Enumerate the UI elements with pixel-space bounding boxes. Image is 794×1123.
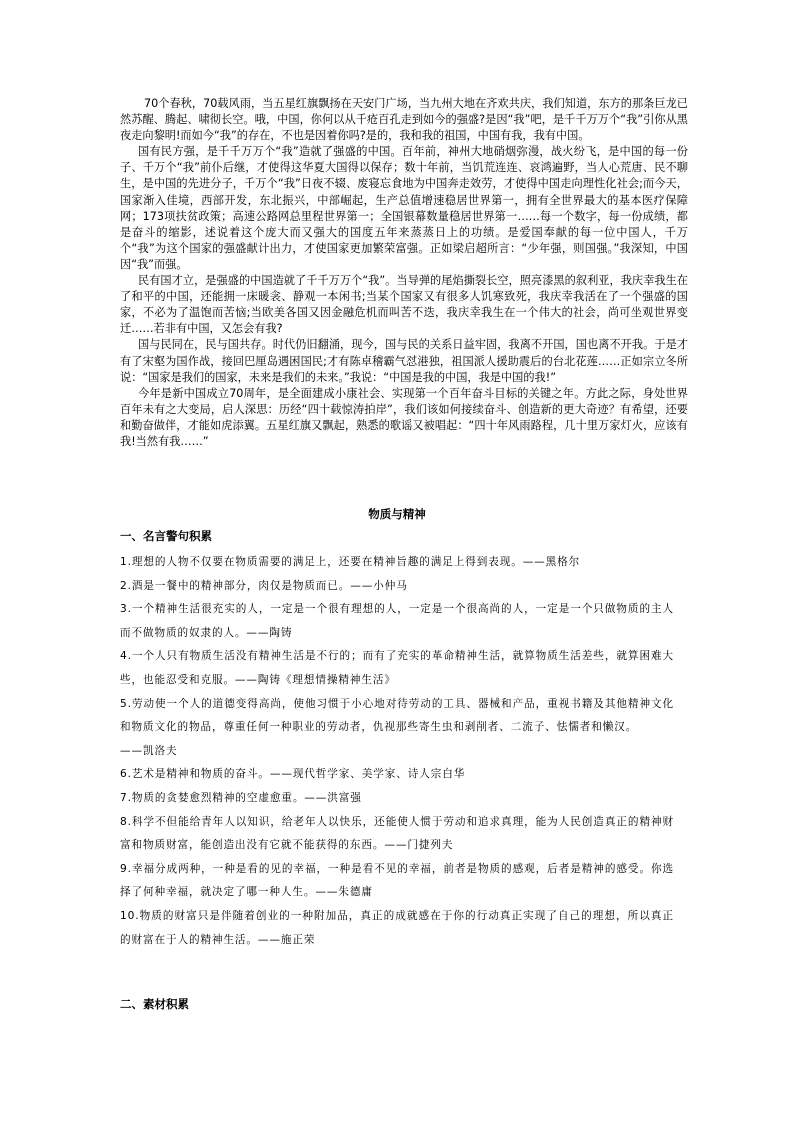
quote-item: 5.劳动使一个人的道德变得高尚，使他习惯于小心地对待劳动的工具、器械和产品，重视书籍及其他精神文化和物质文化的物品，尊重任何一种职业的劳动者，仇视那些寄生虫和剥削者、二流子、怯懦者和懒汉。 (120, 697, 674, 734)
quote-item: 4.一个人只有物质生活没有精神生活是不行的；而有了充实的革命精神生活，就算物质生活差些，就算困难大些，也能忍受和克服。——陶铸《理想情操精神生活》 (120, 650, 674, 686)
essay-paragraph: 国有民方强，是千千万万个“我”造就了强盛的中国。百年前，神州大地硝烟弥漫，战火纷飞，是中国的每一份子、千万个“我”前仆后继，才使得这华夏大国得以保存；数十年前，当饥荒连连、哀鸿遍野，当人心荒唐、民不聊生，是中国的先进分子，千万个“我”日夜不辍、废寝忘食地为中国奔走效劳，才使得中国走向理性化社会;而今天，国家渐入佳境，西部开发，东北振兴，中部崛起，生产总值增速稳居世界第一，拥有全世界最大的基本医疗保障网；173项扶贫政策；高速公路网总里程世界第一；全国银幕数量稳居世界第一……每一个数字，每一份成绩，都是奋斗的缩影，述说着这个庞大而又强大的国度五年来蒸蒸日上的功绩。是爱国奉献的每一位中国人，千万个“我”为这个国家的强盛献计出力，才使国家更加繁荣富强。正如梁启超所言：“少年强，则国强。”我深知，中国因“我”而强。 (120, 145, 688, 271)
essay-text (120, 96, 688, 450)
quote-item: 9.幸福分成两种，一种是看的见的幸福，一种是看不见的幸福，前者是物质的感观，后者是精神的感受。你选择了何种幸福，就决定了哪一种人生。——朱德庸 (120, 862, 674, 899)
quote-item: 8.科学不但能给青年人以知识，给老年人以快乐，还能使人惯于劳动和追求真理，能为人民创造真正的精神财富和物质财富，能创造出没有它就不能获得的东西。——门捷列夫 (120, 815, 674, 852)
quote-author: ——凯洛夫 (120, 744, 178, 757)
quote-item: 1.理想的人物不仅要在物质需要的满足上，还要在精神旨趣的满足上得到表现。——黑格尔 (120, 556, 581, 568)
quote-item: 7.物质的贪婪愈烈精神的空虚愈重。——洪富强 (120, 791, 362, 804)
quote-item: 2.酒是一餐中的精神部分，肉仅是物质而已。——小仲马 (120, 579, 408, 592)
essay-paragraph: 民有国才立，是强盛的中国造就了千千万万个“我”。当导弹的尾焰撕裂长空，照亮漆黑的叙利亚，我庆幸我生在了和平的中国，还能拥一床暖衾、静观一本闲书;当某个国家又有很多人饥寒致死，我庆幸我活在了一个强盛的国家，不必为了温饱而苦恼;当欧美各国又因金融危机而叫苦不迭，我庆幸我生在一个伟大的社会，尚可坐观世界变迁……若非有中国，又怎会有我? (120, 274, 688, 336)
essay-paragraph: 70个春秋，70载风雨，当五星红旗飘扬在天安门广场，当九州大地在齐欢共庆，我们知道，东方的那条巨龙已然苏醒、腾起、啸彻长空。哦，中国，你何以从千疮百孔走到如今的强盛?是因“我”吧，是千千万万个“我”引你从黑夜走向黎明!而如今“我”的存在，不也是因着你吗?是的，我和我的祖国，中国有我，我有中国。 (120, 97, 688, 143)
section-heading-quotes: 一、名言警句积累 (120, 529, 212, 543)
essay-paragraph: 国与民同在，民与国共存。时代仍旧翻涌，现今，国与民的关系日益牢固，我离不开国，国也离不开我。于是才有了宋壑为国作战，接回巴厘岛遇困国民;才有陈卓稽霸气怼港独，祖国派人援助震后的台北花莲……正如宗立冬所说：“国家是我们的国家，未来是我们的未来。”我说：“中国是我的中国，我是中国的我!” (120, 338, 688, 384)
quote-item: 10.物质的财富只是伴随着创业的一种附加品，真正的成就感在于你的行动真正实现了自己的理想，所以真正的财富在于人的精神生活。——施正荣 (120, 909, 674, 946)
quote-item: 6.艺术是精神和物质的奋斗。——现代哲学家、美学家、诗人宗白华 (120, 768, 466, 781)
quote-list (120, 551, 674, 952)
section-title: 物质与精神 (368, 507, 426, 521)
quote-item: 3.一个精神生活很充实的人，一定是一个很有理想的人，一定是一个很高尚的人，一定是一个只做物质的主人而不做物质的奴隶的人。——陶铸 (120, 603, 674, 639)
essay-paragraph: 今年是新中国成立70周年，是全面建成小康社会、实现第一个百年奋斗目标的关键之年。方此之际，身处世界百年未有之大变局，启人深思：历经“四十载惊涛拍岸”，我们该如何接续奋斗、创造新的更大奇迹？有希望，还要和勤奋做伴，才能如虎添翼。五星红旗又飘起，熟悉的歌谣又被唱起：“四十年风雨路程，几十里万家灯火，应该有我!当然有我……” (120, 386, 688, 448)
section-heading-materials: 二、素材积累 (120, 997, 189, 1011)
